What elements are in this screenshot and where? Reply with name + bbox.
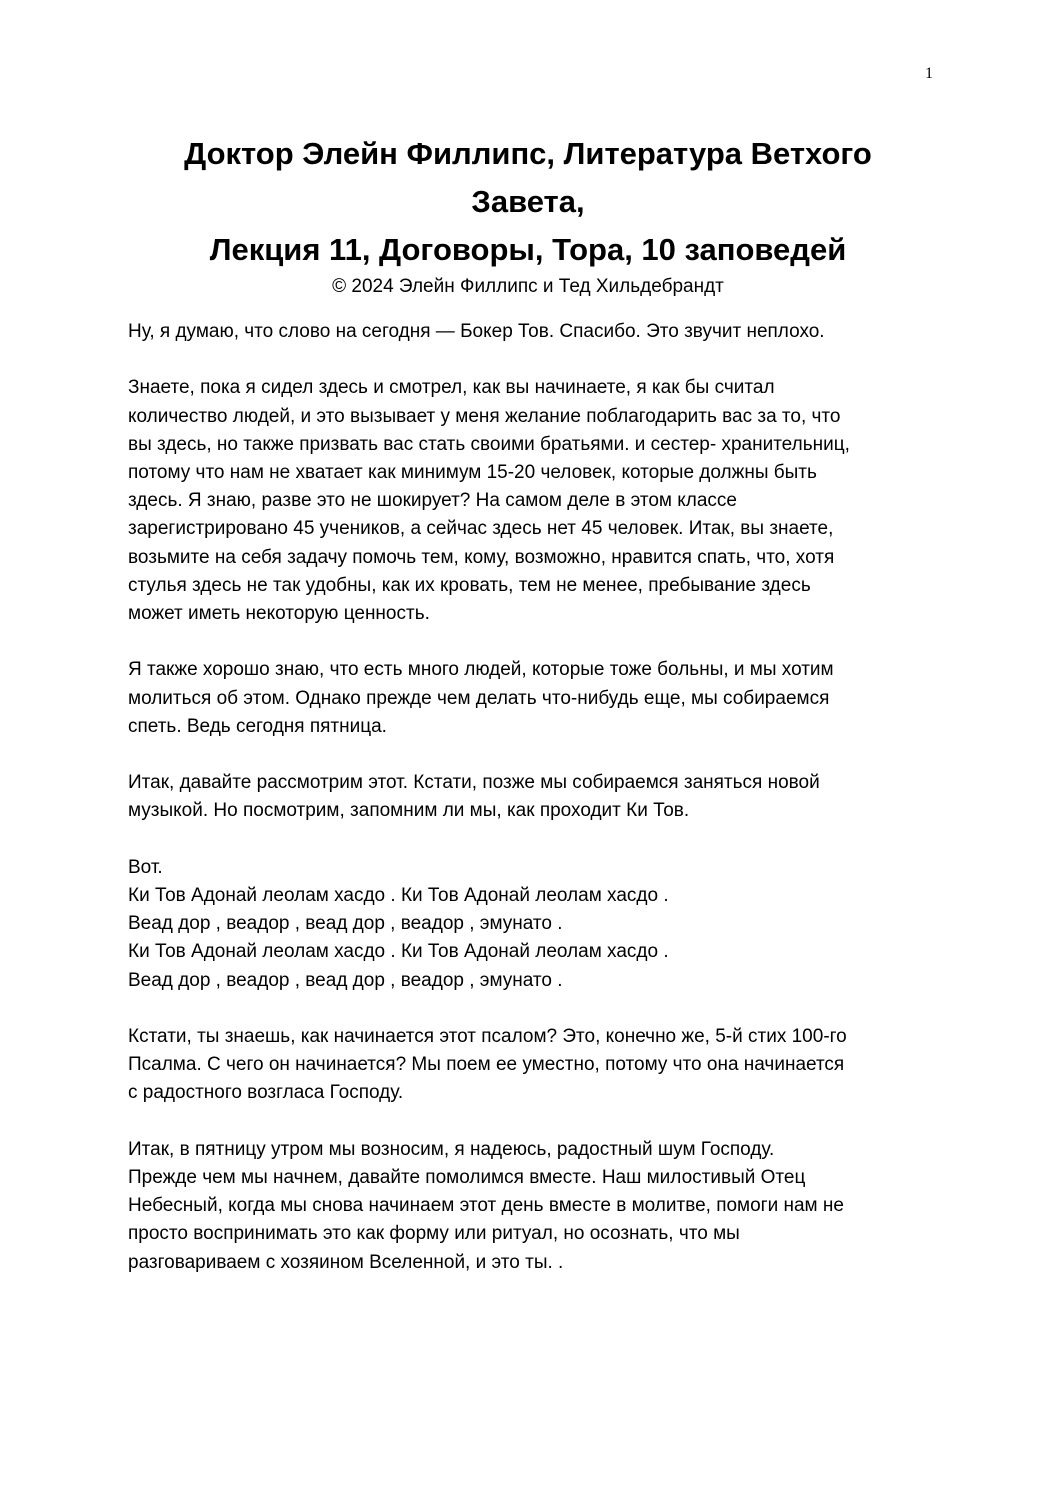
- paragraph: [128, 1023, 928, 1108]
- copyright-line: © 2024 Элейн Филлипс и Тед Хильдебрандт: [332, 276, 724, 297]
- text-line: Небесный, когда мы снова начинаем этот день вместе в молитве, помоги нам не: [128, 1195, 844, 1217]
- text-line: может иметь некоторую ценность.: [128, 603, 430, 625]
- page-number: 1: [925, 65, 933, 82]
- paragraph: [128, 1136, 928, 1277]
- text-line: спеть. Ведь сегодня пятница.: [128, 715, 387, 737]
- text-line: зарегистрировано 45 учеников, а сейчас здесь нет 45 человек. Итак, вы знаете,: [128, 518, 834, 540]
- paragraph: [128, 374, 928, 628]
- text-line: с радостного возгласа Господу.: [128, 1082, 404, 1104]
- text-line: Веад дор , веадор , веад дор , веадор , эмунато .: [128, 969, 563, 991]
- text-line: здесь. Я знаю, разве это не шокирует? На самом деле в этом классе: [128, 490, 738, 512]
- paragraph: [128, 769, 928, 825]
- text-line: потому что нам не хватает как минимум 15-20 человек, которые должны быть: [128, 462, 817, 483]
- title-line: Доктор Элейн Филлипс, Литература Ветхого: [184, 136, 872, 171]
- text-line: возьмите на себя задачу помочь тем, кому, возможно, нравится спать, что, хотя: [128, 546, 835, 568]
- text-line: просто воспринимать это как форму или ритуал, но осознать, что мы: [128, 1223, 740, 1245]
- text-line: стулья здесь не так удобны, как их кровать, тем не менее, пребывание здесь: [128, 574, 811, 596]
- title-line: Лекция 11, Договоры, Тора, 10 заповедей: [209, 232, 847, 267]
- text-line: Веад дор , веадор , веад дор , веадор , эмунато .: [128, 913, 563, 935]
- document-body: [128, 318, 928, 1305]
- text-line: молиться об этом. Однако прежде чем делать что-нибудь еще, мы собираемся: [128, 687, 830, 709]
- text-line: Кстати, ты знаешь, как начинается этот псалом? Это, конечно же, 5-й стих 100-го: [128, 1026, 847, 1047]
- text-line: Я также хорошо знаю, что есть много людей, которые тоже больны, и мы хотим: [128, 659, 834, 681]
- text-line: Ки Тов Адонай леолам хасдо . Ки Тов Адонай леолам хасдо .: [128, 885, 669, 906]
- text-line: Знаете, пока я сидел здесь и смотрел, как вы начинаете, я как бы считал: [128, 377, 775, 399]
- text-line: Вот.: [128, 856, 163, 878]
- paragraph: [128, 854, 928, 995]
- text-line: Ну, я думаю, что слово на сегодня — Бокер Тов. Спасибо. Это звучит неплохо.: [128, 321, 825, 342]
- text-line: Итак, в пятницу утром мы возносим, я надеюсь, радостный шум Господу.: [128, 1138, 775, 1160]
- text-line: музыкой. Но посмотрим, запомним ли мы, как проходит Ки Тов.: [128, 800, 690, 822]
- text-line: Ки Тов Адонай леолам хасдо . Ки Тов Адонай леолам хасдо .: [128, 941, 669, 963]
- text-line: вы здесь, но также призвать вас стать своими братьями. и сестер- хранительниц,: [128, 433, 850, 455]
- text-line: Псалма. С чего он начинается? Мы поем ее уместно, потому что она начинается: [128, 1054, 845, 1076]
- paragraph: [128, 656, 928, 741]
- paragraph: [128, 318, 928, 346]
- text-line: разговариваем с хозяином Вселенной, и это ты. .: [128, 1251, 564, 1273]
- text-line: Прежде чем мы начнем, давайте помолимся вместе. Наш милостивый Отец: [128, 1167, 806, 1188]
- text-line: количество людей, и это вызывает у меня желание поблагодарить вас за то, что: [128, 405, 841, 427]
- title-block: [128, 130, 928, 300]
- title-line: Завета,: [471, 184, 585, 219]
- text-line: Итак, давайте рассмотрим этот. Кстати, позже мы собираемся заняться новой: [128, 772, 820, 794]
